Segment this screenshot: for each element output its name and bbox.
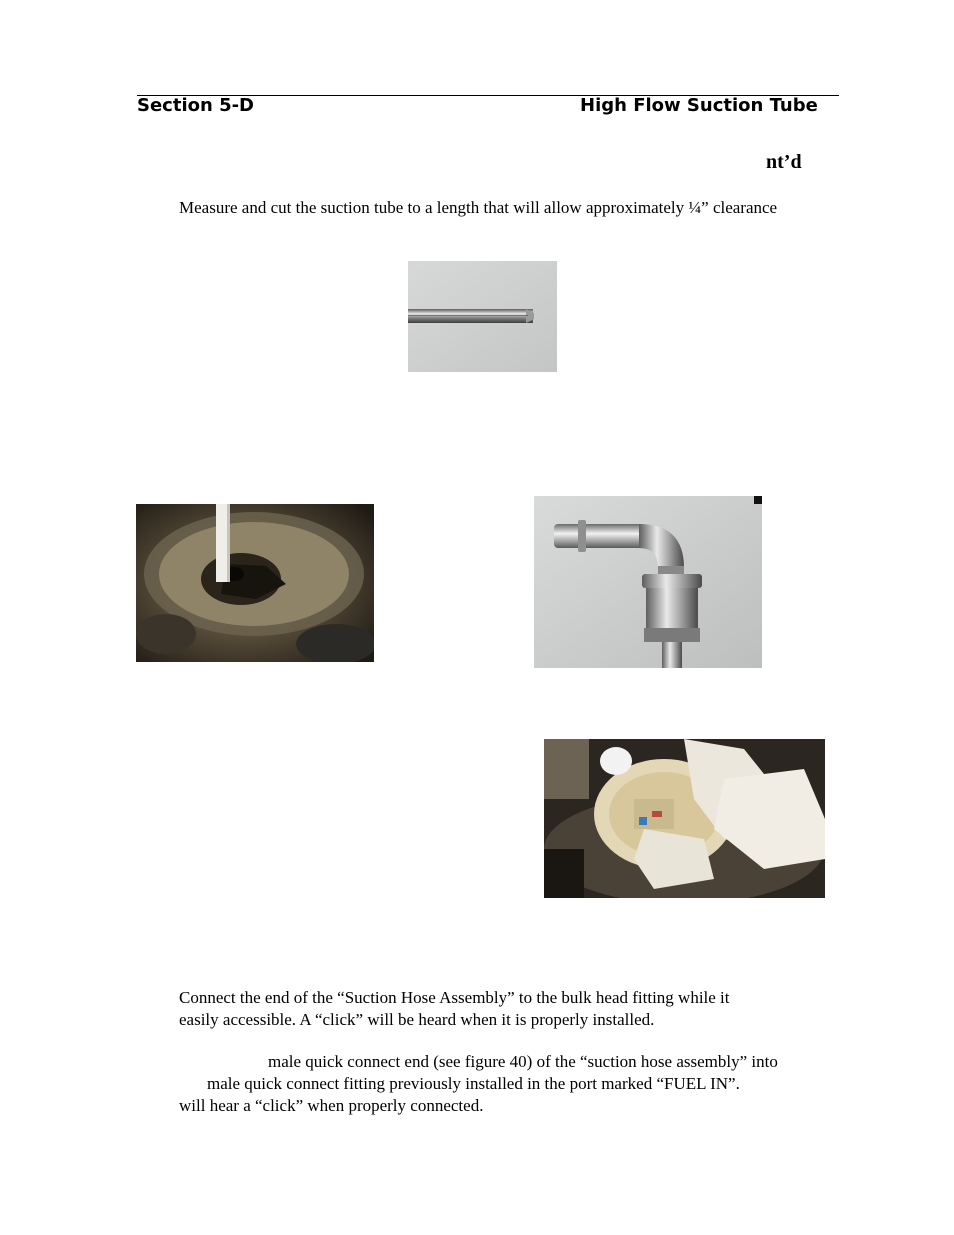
pump-module-install-photo: [544, 739, 825, 898]
quick-connect-line2: male quick connect fitting previously installed in the port marked “FUEL IN”.: [207, 1074, 740, 1093]
connect-instruction-line1: Connect the end of the “Suction Hose Assembly” to the bulk head fitting while it: [179, 988, 730, 1007]
cut-suction-tube-photo: [408, 261, 557, 372]
section-title: High Flow Suction Tube: [580, 95, 818, 116]
measure-instruction: Measure and cut the suction tube to a length that will allow approximately ¼” clearance: [179, 198, 778, 217]
connect-instruction-line2: easily accessible. A “click” will be heard when it is properly installed.: [179, 1010, 655, 1029]
elbow-fitting-photo: [534, 496, 762, 668]
quick-connect-line3: will hear a “click” when properly connected.: [179, 1096, 484, 1115]
section-label: Section 5-D: [137, 95, 254, 116]
tank-opening-photo: [136, 504, 374, 662]
continued-fragment: nt’d: [766, 151, 802, 173]
quick-connect-line1: male quick connect end (see figure 40) of the “suction hose assembly” into: [268, 1052, 778, 1071]
